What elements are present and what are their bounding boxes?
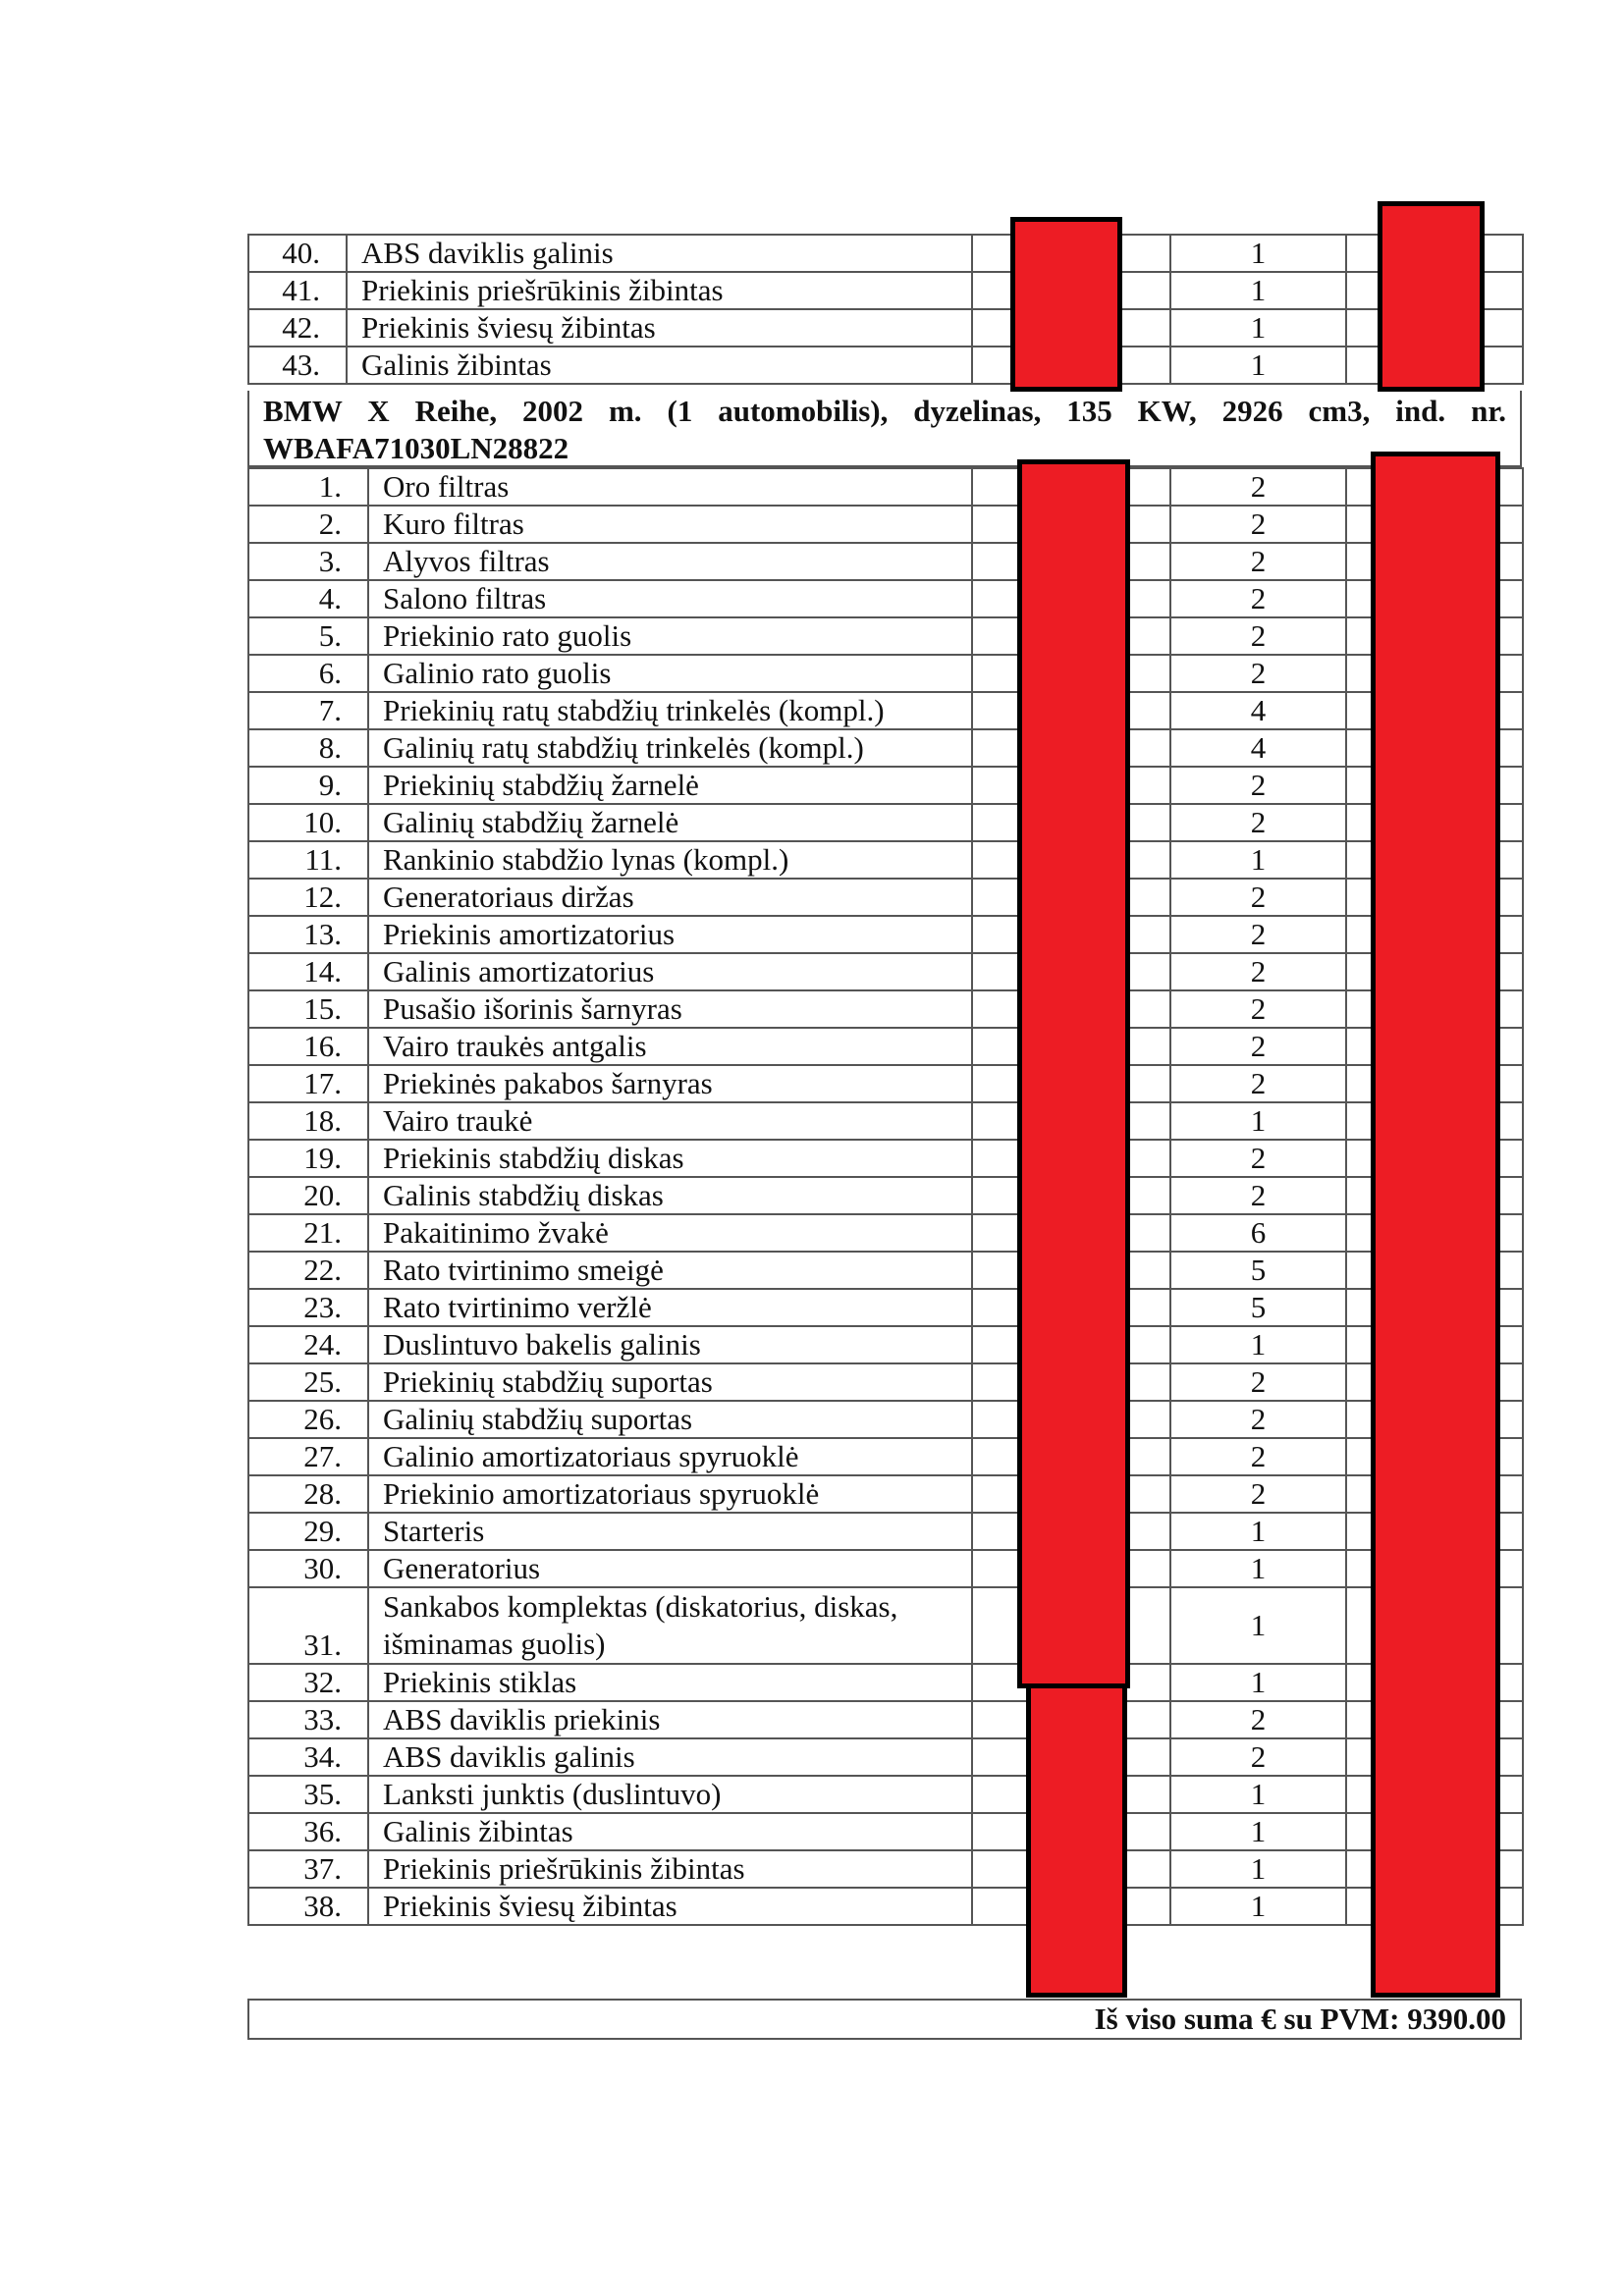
- table-row: [248, 1664, 1523, 1701]
- item-number: 12.: [248, 879, 368, 916]
- item-number: 18.: [248, 1102, 368, 1140]
- item-number: 15.: [248, 990, 368, 1028]
- item-number: 26.: [248, 1401, 368, 1438]
- item-quantity: 1: [1170, 1664, 1346, 1701]
- item-name: Lanksti junktis (duslintuvo): [368, 1776, 972, 1813]
- item-number: 11.: [248, 841, 368, 879]
- item-number: 16.: [248, 1028, 368, 1065]
- item-number: 13.: [248, 916, 368, 953]
- table-row: [248, 1401, 1523, 1438]
- table-row: [248, 1363, 1523, 1401]
- item-quantity: 2: [1170, 580, 1346, 617]
- item-number: 32.: [248, 1664, 368, 1701]
- item-quantity: 5: [1170, 1289, 1346, 1326]
- item-name: Priekinių ratų stabdžių trinkelės (kompl.): [368, 692, 972, 729]
- item-number: 36.: [248, 1813, 368, 1850]
- item-name: Duslintuvo bakelis galinis: [368, 1326, 972, 1363]
- vehicle-section-header: BMW X Reihe, 2002 m. (1 automobilis), dyzelinas, 135 KW, 2926 cm3, ind. nr. WBAFA71030LN28822: [247, 391, 1522, 467]
- table-row: [248, 309, 1523, 347]
- item-quantity: 2: [1170, 1363, 1346, 1401]
- item-number: 5.: [248, 617, 368, 655]
- item-quantity: 1: [1170, 272, 1346, 309]
- redaction-box: [1371, 452, 1500, 1998]
- item-name: Galinių stabdžių žarnelė: [368, 804, 972, 841]
- item-name: Priekinis stiklas: [368, 1664, 972, 1701]
- table-row: [248, 1513, 1523, 1550]
- item-quantity: 1: [1170, 1888, 1346, 1925]
- item-name: Galinių stabdžių suportas: [368, 1401, 972, 1438]
- item-name: Priekinis amortizatorius: [368, 916, 972, 953]
- item-quantity: 1: [1170, 309, 1346, 347]
- item-number: 34.: [248, 1738, 368, 1776]
- table-row: [248, 692, 1523, 729]
- item-quantity: 2: [1170, 1065, 1346, 1102]
- item-number: 20.: [248, 1177, 368, 1214]
- item-name: ABS daviklis galinis: [347, 235, 972, 272]
- item-number: 25.: [248, 1363, 368, 1401]
- table-row: [248, 1701, 1523, 1738]
- item-name: Salono filtras: [368, 580, 972, 617]
- item-name: Vairo traukės antgalis: [368, 1028, 972, 1065]
- table-row: [248, 1475, 1523, 1513]
- item-number: 27.: [248, 1438, 368, 1475]
- item-name: Priekinis priešrūkinis žibintas: [347, 272, 972, 309]
- table-row: [248, 1326, 1523, 1363]
- item-number: 7.: [248, 692, 368, 729]
- item-name: Generatorius: [368, 1550, 972, 1587]
- item-quantity: 1: [1170, 1850, 1346, 1888]
- table-row: [248, 468, 1523, 506]
- table-row: [248, 1738, 1523, 1776]
- item-quantity: 2: [1170, 804, 1346, 841]
- item-name: Kuro filtras: [368, 506, 972, 543]
- item-quantity: 2: [1170, 1701, 1346, 1738]
- table-row: [248, 580, 1523, 617]
- item-number: 42.: [248, 309, 347, 347]
- table-row: [248, 841, 1523, 879]
- item-name: ABS daviklis galinis: [368, 1738, 972, 1776]
- item-name: Priekinis priešrūkinis žibintas: [368, 1850, 972, 1888]
- item-name: Priekinių stabdžių suportas: [368, 1363, 972, 1401]
- table-row: [248, 916, 1523, 953]
- item-number: 37.: [248, 1850, 368, 1888]
- item-number: 24.: [248, 1326, 368, 1363]
- item-quantity: 2: [1170, 953, 1346, 990]
- item-number: 6.: [248, 655, 368, 692]
- item-number: 19.: [248, 1140, 368, 1177]
- table-row: [248, 235, 1523, 272]
- item-number: 9.: [248, 767, 368, 804]
- item-quantity: 4: [1170, 729, 1346, 767]
- table-row: [248, 1214, 1523, 1252]
- table-row: [248, 1850, 1523, 1888]
- item-number: 29.: [248, 1513, 368, 1550]
- table-row: [248, 1813, 1523, 1850]
- item-number: 21.: [248, 1214, 368, 1252]
- item-quantity: 1: [1170, 841, 1346, 879]
- table-row: [248, 1177, 1523, 1214]
- item-number: 10.: [248, 804, 368, 841]
- item-quantity: 2: [1170, 879, 1346, 916]
- item-quantity: 1: [1170, 1813, 1346, 1850]
- item-quantity: 4: [1170, 692, 1346, 729]
- table-row: [248, 272, 1523, 309]
- table-row: [248, 1140, 1523, 1177]
- item-quantity: 2: [1170, 1738, 1346, 1776]
- table-row: [248, 804, 1523, 841]
- item-number: 3.: [248, 543, 368, 580]
- item-name: Priekinis šviesų žibintas: [368, 1888, 972, 1925]
- item-name: Galinis žibintas: [347, 347, 972, 384]
- item-quantity: 6: [1170, 1214, 1346, 1252]
- item-quantity: 2: [1170, 767, 1346, 804]
- item-number: 33.: [248, 1701, 368, 1738]
- item-name: Galinio rato guolis: [368, 655, 972, 692]
- item-name: Galinis stabdžių diskas: [368, 1177, 972, 1214]
- item-quantity: 2: [1170, 506, 1346, 543]
- table-row: [248, 347, 1523, 384]
- item-number: 35.: [248, 1776, 368, 1813]
- table-row: [248, 990, 1523, 1028]
- table-row: [248, 1252, 1523, 1289]
- table-row: [248, 1776, 1523, 1813]
- item-name: ABS daviklis priekinis: [368, 1701, 972, 1738]
- item-quantity: 2: [1170, 916, 1346, 953]
- table-row: [248, 953, 1523, 990]
- item-quantity: 1: [1170, 1326, 1346, 1363]
- table-row: [248, 506, 1523, 543]
- item-name: Oro filtras: [368, 468, 972, 506]
- item-name: Sankabos komplektas (diskatorius, diskas, išminamas guolis): [368, 1587, 972, 1664]
- item-quantity: 1: [1170, 347, 1346, 384]
- item-quantity: 1: [1170, 1102, 1346, 1140]
- item-name: Rankinio stabdžio lynas (kompl.): [368, 841, 972, 879]
- table-row: [248, 1550, 1523, 1587]
- item-name: Galinis žibintas: [368, 1813, 972, 1850]
- item-number: 23.: [248, 1289, 368, 1326]
- parts-table-section-1: [247, 234, 1524, 385]
- item-quantity: 2: [1170, 1177, 1346, 1214]
- item-number: 8.: [248, 729, 368, 767]
- item-quantity: 2: [1170, 655, 1346, 692]
- table-row: [248, 1888, 1523, 1925]
- item-quantity: 2: [1170, 1140, 1346, 1177]
- item-name: Priekinis stabdžių diskas: [368, 1140, 972, 1177]
- item-name: Priekinių stabdžių žarnelė: [368, 767, 972, 804]
- item-quantity: 2: [1170, 1028, 1346, 1065]
- item-number: 41.: [248, 272, 347, 309]
- item-quantity: 2: [1170, 1475, 1346, 1513]
- item-name: Pusašio išorinis šarnyras: [368, 990, 972, 1028]
- item-quantity: 2: [1170, 1438, 1346, 1475]
- table-row: [248, 617, 1523, 655]
- item-number: 17.: [248, 1065, 368, 1102]
- table-row: [248, 1028, 1523, 1065]
- item-quantity: 1: [1170, 1587, 1346, 1664]
- redaction-box: [1017, 459, 1130, 1688]
- item-quantity: 5: [1170, 1252, 1346, 1289]
- item-name: Priekinio amortizatoriaus spyruoklė: [368, 1475, 972, 1513]
- item-name: Galinių ratų stabdžių trinkelės (kompl.): [368, 729, 972, 767]
- item-number: 4.: [248, 580, 368, 617]
- item-number: 38.: [248, 1888, 368, 1925]
- item-name: Generatoriaus diržas: [368, 879, 972, 916]
- item-number: 2.: [248, 506, 368, 543]
- item-number: 40.: [248, 235, 347, 272]
- table-row: [248, 1587, 1523, 1664]
- item-quantity: 2: [1170, 543, 1346, 580]
- item-quantity: 2: [1170, 617, 1346, 655]
- item-quantity: 1: [1170, 1776, 1346, 1813]
- item-name: Galinio amortizatoriaus spyruoklė: [368, 1438, 972, 1475]
- item-number: 14.: [248, 953, 368, 990]
- redaction-box: [1026, 1681, 1127, 1998]
- item-number: 31.: [248, 1587, 368, 1664]
- item-name: Galinis amortizatorius: [368, 953, 972, 990]
- item-name: Rato tvirtinimo veržlė: [368, 1289, 972, 1326]
- item-name: Priekinis šviesų žibintas: [347, 309, 972, 347]
- redaction-box: [1010, 217, 1122, 392]
- item-number: 43.: [248, 347, 347, 384]
- table-row: [248, 1102, 1523, 1140]
- item-quantity: 2: [1170, 990, 1346, 1028]
- item-name: Priekinės pakabos šarnyras: [368, 1065, 972, 1102]
- item-name: Pakaitinimo žvakė: [368, 1214, 972, 1252]
- table-row: [248, 879, 1523, 916]
- item-quantity: 2: [1170, 1401, 1346, 1438]
- item-quantity: 1: [1170, 235, 1346, 272]
- total-sum: Iš viso suma € su PVM: 9390.00: [247, 1999, 1522, 2040]
- table-row: [248, 1438, 1523, 1475]
- item-number: 28.: [248, 1475, 368, 1513]
- item-number: 1.: [248, 468, 368, 506]
- item-quantity: 2: [1170, 468, 1346, 506]
- item-number: 22.: [248, 1252, 368, 1289]
- item-name: Priekinio rato guolis: [368, 617, 972, 655]
- table-row: [248, 543, 1523, 580]
- table-row: [248, 655, 1523, 692]
- table-row: [248, 1065, 1523, 1102]
- table-row: [248, 1289, 1523, 1326]
- item-number: 30.: [248, 1550, 368, 1587]
- parts-table-section-2: [247, 467, 1524, 1926]
- item-name: Alyvos filtras: [368, 543, 972, 580]
- item-quantity: 1: [1170, 1550, 1346, 1587]
- table-row: [248, 767, 1523, 804]
- redaction-box: [1378, 201, 1485, 392]
- item-name: Vairo traukė: [368, 1102, 972, 1140]
- item-name: Rato tvirtinimo smeigė: [368, 1252, 972, 1289]
- item-name: Starteris: [368, 1513, 972, 1550]
- table-row: [248, 729, 1523, 767]
- item-quantity: 1: [1170, 1513, 1346, 1550]
